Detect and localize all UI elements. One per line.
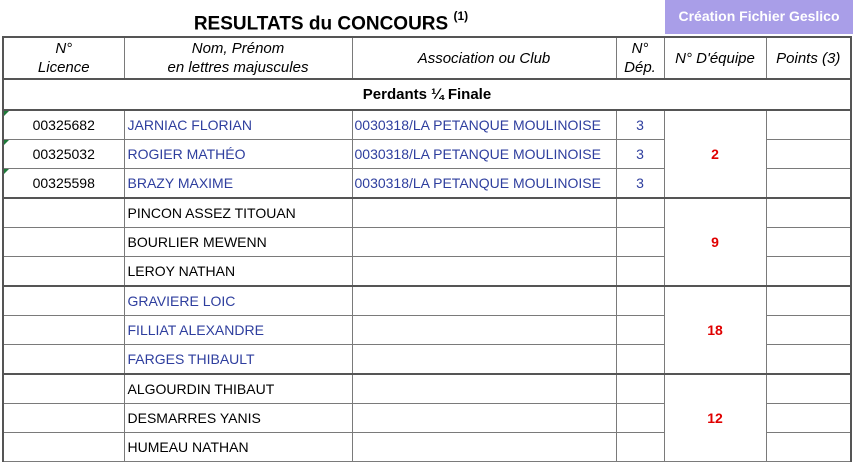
team-number-cell[interactable]: 9: [664, 198, 766, 286]
header-name-line1: Nom, Prénom: [191, 40, 285, 57]
header-licence: [3, 37, 124, 79]
club-cell[interactable]: [352, 228, 616, 257]
licence-cell[interactable]: [3, 257, 124, 287]
title-text: RESULTATS du CONCOURS: [193, 13, 449, 35]
team-number-cell[interactable]: 12: [664, 374, 766, 462]
licence-cell[interactable]: 00325682: [3, 110, 124, 140]
points-cell[interactable]: [766, 286, 851, 316]
section-row: [3, 79, 851, 110]
points-cell[interactable]: [766, 345, 851, 375]
dep-cell[interactable]: 3: [616, 140, 664, 169]
section-title: Perdants ¼ Finale: [3, 79, 851, 110]
player-row: [3, 110, 851, 140]
dep-cell[interactable]: [616, 228, 664, 257]
club-cell[interactable]: [352, 404, 616, 433]
dep-cell[interactable]: 3: [616, 110, 664, 140]
dep-cell[interactable]: [616, 286, 664, 316]
player-name-cell[interactable]: ALGOURDIN THIBAUT: [124, 374, 352, 404]
header-licence-line2: Licence: [37, 59, 90, 76]
points-cell[interactable]: [766, 257, 851, 287]
points-cell[interactable]: [766, 110, 851, 140]
licence-cell[interactable]: 00325598: [3, 169, 124, 199]
club-cell[interactable]: [352, 345, 616, 375]
page-title: [0, 0, 662, 36]
player-row: [3, 286, 851, 316]
player-name-cell[interactable]: FILLIAT ALEXANDRE: [124, 316, 352, 345]
player-name-cell[interactable]: DESMARRES YANIS: [124, 404, 352, 433]
dep-cell[interactable]: [616, 257, 664, 287]
player-name-cell[interactable]: JARNIAC FLORIAN: [124, 110, 352, 140]
dep-cell[interactable]: 3: [616, 169, 664, 199]
points-cell[interactable]: [766, 140, 851, 169]
club-cell[interactable]: [352, 257, 616, 287]
team-number-cell[interactable]: 2: [664, 110, 766, 198]
points-cell[interactable]: [766, 316, 851, 345]
dep-cell[interactable]: [616, 433, 664, 462]
player-name-cell[interactable]: BOURLIER MEWENN: [124, 228, 352, 257]
player-name-cell[interactable]: PINCON ASSEZ TITOUAN: [124, 198, 352, 228]
points-cell[interactable]: [766, 374, 851, 404]
header-name-line2: en lettres majuscules: [167, 59, 309, 76]
header-dep-line2: Dép.: [624, 59, 656, 76]
header-dep: [616, 37, 664, 79]
licence-cell[interactable]: [3, 404, 124, 433]
player-name-cell[interactable]: GRAVIERE LOIC: [124, 286, 352, 316]
club-cell[interactable]: 0030318/LA PETANQUE MOULINOISE: [352, 110, 616, 140]
player-name-cell[interactable]: HUMEAU NATHAN: [124, 433, 352, 462]
dep-cell[interactable]: [616, 374, 664, 404]
licence-cell[interactable]: [3, 228, 124, 257]
club-cell[interactable]: [352, 286, 616, 316]
player-name-cell[interactable]: BRAZY MAXIME: [124, 169, 352, 199]
header-dep-line1: N°: [631, 40, 649, 57]
dep-cell[interactable]: [616, 345, 664, 375]
create-geslico-file-button[interactable]: Création Fichier Geslico: [665, 0, 853, 34]
dep-cell[interactable]: [616, 316, 664, 345]
header-points: Points (3): [766, 37, 851, 79]
dep-cell[interactable]: [616, 404, 664, 433]
results-table: [2, 36, 852, 462]
club-cell[interactable]: [352, 316, 616, 345]
points-cell[interactable]: [766, 433, 851, 462]
player-row: [3, 374, 851, 404]
player-name-cell[interactable]: LEROY NATHAN: [124, 257, 352, 287]
licence-cell[interactable]: [3, 316, 124, 345]
team-number-cell[interactable]: 18: [664, 286, 766, 374]
header-name: [124, 37, 352, 79]
licence-cell[interactable]: [3, 345, 124, 375]
club-cell[interactable]: [352, 198, 616, 228]
points-cell[interactable]: [766, 228, 851, 257]
title-note: (1): [453, 9, 469, 23]
player-name-cell[interactable]: FARGES THIBAULT: [124, 345, 352, 375]
points-cell[interactable]: [766, 198, 851, 228]
licence-cell[interactable]: [3, 286, 124, 316]
licence-cell[interactable]: [3, 198, 124, 228]
dep-cell[interactable]: [616, 198, 664, 228]
club-cell[interactable]: [352, 433, 616, 462]
header-team: N° D'équipe: [664, 37, 766, 79]
licence-cell[interactable]: [3, 433, 124, 462]
licence-cell[interactable]: 00325032: [3, 140, 124, 169]
header-club: Association ou Club: [352, 37, 616, 79]
header-row: [3, 37, 851, 79]
club-cell[interactable]: 0030318/LA PETANQUE MOULINOISE: [352, 140, 616, 169]
club-cell[interactable]: 0030318/LA PETANQUE MOULINOISE: [352, 169, 616, 199]
points-cell[interactable]: [766, 404, 851, 433]
player-row: [3, 198, 851, 228]
licence-cell[interactable]: [3, 374, 124, 404]
club-cell[interactable]: [352, 374, 616, 404]
player-name-cell[interactable]: ROGIER MATHÉO: [124, 140, 352, 169]
header-licence-line1: N°: [55, 40, 73, 57]
points-cell[interactable]: [766, 169, 851, 199]
